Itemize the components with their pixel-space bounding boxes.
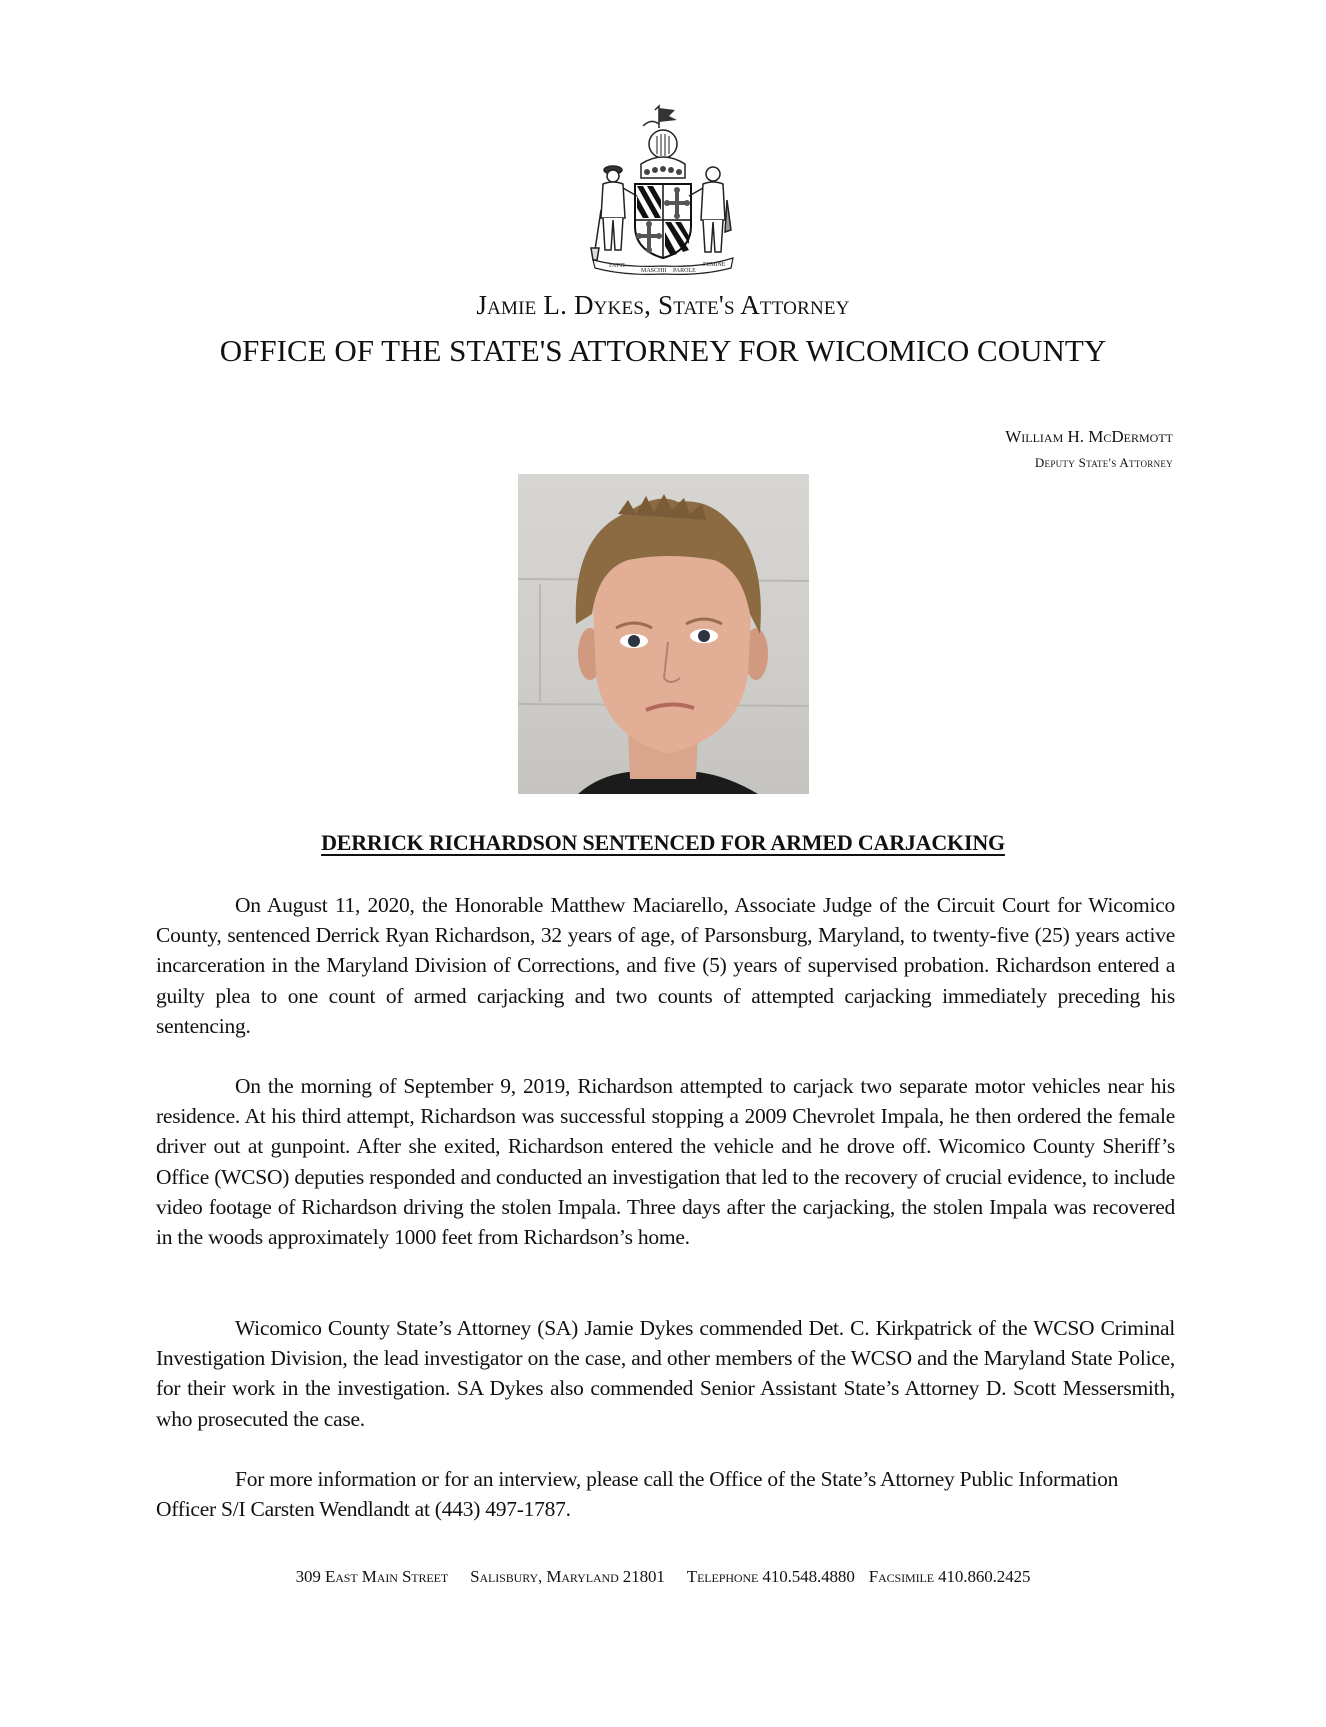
paragraph-incident: On the morning of September 9, 2019, Richardson attempted to carjack two separate motor vehicles near his residence. At his third attempt, Richardson was successful stopping a 2009 Chevrolet Impala, he then ordered the female driver out at gunpoint. After she exited, Richardson entered the vehicle and he drove off. Wicomico County Sheriff’s Office (WCSO) deputies responded and conducted an investigation that led to the recovery of crucial evidence, to include video footage of Richardson driving the stolen Impala. Three days after the carjacking, the stolen Impala was recovered in the woods approximately 1000 feet from Richardson’s home. <box>156 1074 1175 1250</box>
motto-parole: PAROLE <box>673 268 696 274</box>
maryland-state-seal-icon <box>585 100 741 275</box>
motto-femine: FEMINE <box>703 262 726 268</box>
attorney-name-heading: Jamie L. Dykes, State's Attorney <box>476 290 850 320</box>
office-name-heading: OFFICE OF THE STATE'S ATTORNEY FOR WICOMICO COUNTY <box>219 333 1107 368</box>
deputy-name: William H. McDermott <box>1005 427 1173 446</box>
footer-address: 309 East Main Street <box>295 1567 449 1586</box>
paragraph-contact: For more information or for an interview, please call the Office of the State’s Attorney Public Information Officer S/I Carsten Wendlandt at (443) 497-1787. <box>156 1467 1119 1522</box>
footer-facsimile: Facsimile 410.860.2425 <box>868 1567 1031 1586</box>
footer-city: Salisbury, Maryland 21801 <box>470 1567 665 1586</box>
paragraph-commendation: Wicomico County State’s Attorney (SA) Jamie Dykes commended Det. C. Kirkpatrick of the WCSO Criminal Investigation Division, the lead investigator on the case, and other members of the WCSO and the Maryland State Police, for their work in the investigation. SA Dykes also commended Senior Assistant State’s Attorney D. Scott Messersmith, who prosecuted the case. <box>156 1316 1175 1431</box>
deputy-title: Deputy State's Attorney <box>1034 455 1173 470</box>
letterhead-footer <box>0 1567 1326 1587</box>
press-release-headline: DERRICK RICHARDSON SENTENCED FOR ARMED CARJACKING <box>321 830 1005 855</box>
paragraph-sentencing: On August 11, 2020, the Honorable Matthew Maciarello, Associate Judge of the Circuit Court for Wicomico County, sentenced Derrick Ryan Richardson, 32 years of age, of Parsonsburg, Maryland, to twenty-five (25) years active incarceration in the Maryland Division of Corrections, and five (5) years of supervised probation. Richardson entered a guilty plea to one count of armed carjacking and two counts of attempted carjacking immediately preceding his sentencing. <box>156 893 1175 1038</box>
motto-fatti: FATTI <box>609 263 625 269</box>
footer-telephone: Telephone 410.548.4880 <box>686 1567 855 1586</box>
mugshot-photo <box>518 474 809 794</box>
motto-maschii: MASCHII <box>641 268 667 274</box>
